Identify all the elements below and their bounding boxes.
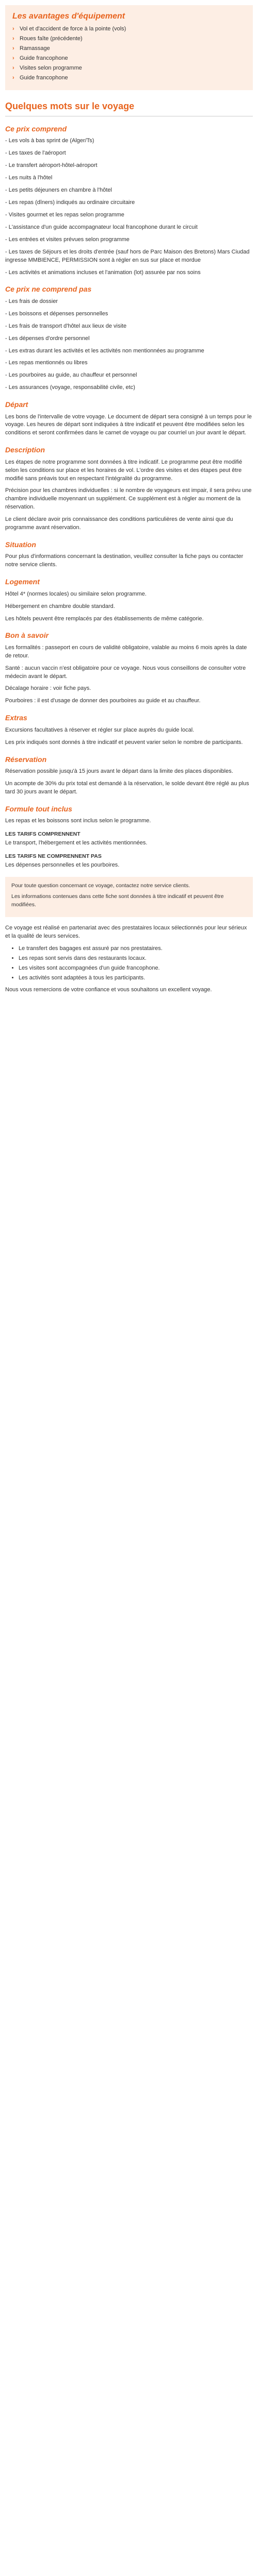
paragraph: Précision pour les chambres individuelles : si le nombre de voyageurs est impair, il sera prévu une chambre individuelle moyennant un supplément. Ce supplément est à régler au moment de la réservation. [5,487,252,511]
paragraph: Excursions facultatives à réserver et régler sur place auprès du guide local. [5,726,195,733]
advantage-item: › Guide francophone [12,74,246,82]
advantage-item: › Guide francophone [12,55,246,63]
paragraph: Le transport, l'hébergement et les activités mentionnées. [5,840,148,846]
paragraph: Nous vous remercions de votre confiance et vous souhaitons un excellent voyage. [5,987,212,993]
paragraph: - Les vols à bas sprint de (Alger/Ts) [5,138,94,144]
paragraph: - Les frais de dossier [5,298,58,304]
paragraph: - Les activités et animations incluses et l'animation (lot) assurée par nos soins [5,269,201,276]
faq-header [5,99,253,116]
section-heading: Extras [5,714,27,722]
paragraph: - L'assistance d'un guide accompagnateur local francophone durant le circuit [5,224,198,230]
paragraph: Le client déclare avoir pris connaissance des conditions particulières de vente ainsi que du programme avant réservation. [5,516,233,531]
paragraph: - Les entrées et visites prévues selon programme [5,236,130,243]
chevron-right-icon: › [12,36,14,42]
paragraph: Les bons de l'intervalle de votre voyage. Le document de départ sera consigné à un temps pour le voyage. Les heures de départ sont indiquées à titre indicatif et peuvent être modifiées selon les conditions et seront confirmées dans le carnet de voyage ou par courriel un jour avant le départ. [5,413,252,436]
paragraph: Les repas et les boissons sont inclus selon le programme. [5,817,151,824]
bottom-list [19,945,253,982]
section-heading: Logement [5,578,40,586]
sub-heading: LES TARIFS COMPRENNENT [5,831,80,837]
paragraph: - Les repas mentionnés ou libres [5,360,88,366]
faq-content [5,124,253,870]
paragraph: Pour plus d'informations concernant la destination, veuillez consulter la fiche pays ou contacter notre service clients. [5,553,244,568]
paragraph: - Les boissons et dépenses personnelles [5,310,108,317]
paragraph: Pourboires : il est d'usage de donner des pourboires au guide et au chauffeur. [5,698,201,704]
paragraph: Un acompte de 30% du prix total est demandé à la réservation, le solde devant être réglé au plus tard 30 jours avant le départ. [5,780,249,795]
paragraph: - Les petits déjeuners en chambre à l'hôtel [5,187,112,193]
paragraph: - Les dépenses d'ordre personnel [5,335,90,342]
section-heading: Ce prix ne comprend pas [5,285,92,294]
paragraph: - Les taxes de Séjours et les droits d'entrée (sauf hors de Parc Maison des Bretons) Mars Ciudad ingresse MMBIENCE, PERMISSION sont à régler en sus sur place et mordue [5,248,250,263]
section-heading: Formule tout inclus [5,804,72,813]
list-item: • Les activités sont adaptées à tous les participants. [19,974,253,982]
paragraph: - Visites gourmet et les repas selon programme [5,211,124,218]
paragraph: Hébergement en chambre double standard. [5,603,115,609]
sub-heading: LES TARIFS NE COMPRENNENT PAS [5,853,102,860]
advantage-item: › Ramassage [12,45,246,53]
paragraph: - Les taxes de l'aéroport [5,150,66,157]
paragraph: - Les extras durant les activités et les activités non mentionnées au programme [5,347,204,354]
paragraph: Décalage horaire : voir fiche pays. [5,685,91,692]
note-line: Les informations contenues dans cette fiche sont données à titre indicatif et peuvent être modifiées. [11,893,224,908]
advantage-item: › Roues faîte (précédente) [12,35,246,43]
section-heading: Départ [5,400,28,409]
paragraph: - Les pourboires au guide, au chauffeur et personnel [5,372,137,379]
section-heading: Réservation [5,755,47,764]
paragraph: Ce voyage est réalisé en partenariat avec des prestataires locaux sélectionnés pour leur sérieux et la qualité de leurs services. [5,924,247,939]
chevron-right-icon: › [12,74,14,81]
advantage-item: › Visites selon programme [12,64,246,73]
paragraph: - Les repas (dîners) indiqués au ordinaire circuitaire [5,199,135,206]
paragraph: Santé : aucun vaccin n'est obligatoire pour ce voyage. Nous vous conseillons de consulter votre médecin avant le départ. [5,665,246,680]
section-heading: Situation [5,540,36,549]
chevron-right-icon: › [12,26,14,32]
paragraph: Hôtel 4* (normes locales) ou similaire selon programme. [5,590,147,597]
advantages-title: Les avantages d'équipement [12,12,125,21]
advantages-panel [5,5,253,90]
info-note [5,877,253,917]
paragraph: - Le transfert aéroport-hôtel-aéroport [5,162,98,169]
paragraph: Les prix indiqués sont donnés à titre indicatif et peuvent varier selon le nombre de participants. [5,739,243,745]
list-item: • Les visites sont accompagnées d'un guide francophone. [19,964,253,973]
list-item: • Les repas sont servis dans des restaurants locaux. [19,955,253,963]
advantage-item: › Vol et d'accident de force à la pointe (vols) [12,25,246,33]
advantages-list [12,25,246,82]
chevron-right-icon: › [12,64,14,71]
faq-title: Quelques mots sur le voyage [5,100,135,111]
paragraph: Réservation possible jusqu'à 15 jours avant le départ dans la limite des places disponibles. [5,768,233,774]
paragraph: Les hôtels peuvent être remplacés par des établissements de même catégorie. [5,615,204,622]
section-heading: Bon à savoir [5,631,49,640]
paragraph: - Les nuits à l'hôtel [5,175,53,181]
list-item: • Le transfert des bagages est assuré par nos prestataires. [19,945,253,953]
section-heading: Ce prix comprend [5,124,67,133]
paragraph: Les dépenses personnelles et les pourboires. [5,862,120,869]
section-heading: Description [5,446,45,454]
chevron-right-icon: › [12,55,14,61]
paragraph: Les étapes de notre programme sont données à titre indicatif. Le programme peut être modifié selon les conditions sur place et les horaires de vol. L'ordre des visites et des étapes peut être modifié sans préavis tout en respectant l'intégralité du programme. [5,459,243,482]
paragraph: - Les frais de transport d'hôtel aux lieux de visite [5,323,127,329]
chevron-right-icon: › [12,45,14,52]
paragraph: Les formalités : passeport en cours de validité obligatoire, valable au moins 6 mois après la date de retour. [5,644,247,659]
bottom-content [5,924,253,995]
paragraph: - Les assurances (voyage, responsabilité civile, etc) [5,384,135,391]
note-line: Pour toute question concernant ce voyage, contactez notre service clients. [11,883,190,889]
